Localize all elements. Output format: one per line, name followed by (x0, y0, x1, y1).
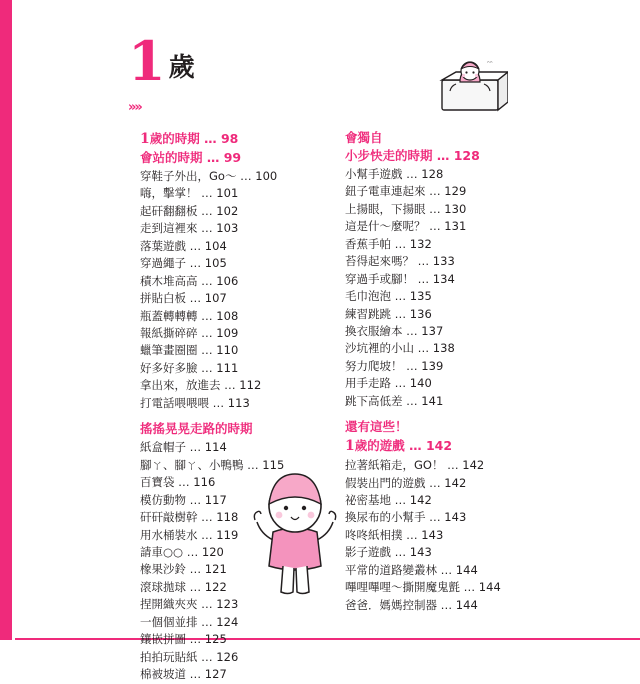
section-heading-2: 搖搖晃晃走路的時期 (140, 421, 253, 437)
toc-entry[interactable]: 一個個並排 … 124 (140, 614, 239, 629)
toc-entry[interactable]: 好多好多臉 … 111 (140, 360, 239, 375)
section-subheading-3: 小步快走的時期 … 128 (345, 147, 480, 163)
toc-entry[interactable]: 咚咚紙相撲 … 143 (345, 527, 444, 542)
toc-entry[interactable]: 小幫手遊戲 … 128 (345, 166, 444, 181)
section-heading-1 (140, 130, 308, 149)
toc-entry[interactable]: 鑲嵌拼圖 … 125 (140, 632, 227, 647)
left-accent-band (0, 0, 12, 640)
section-heading-1-text: 歲的時期 … 98 (149, 131, 239, 146)
toc-entry[interactable]: 報紙撕碎碎 … 109 (140, 325, 239, 340)
toc-entry[interactable]: 拉著紙箱走，GO！ … 142 (345, 458, 485, 473)
toc-entry[interactable]: 沙坑裡的小山 … 138 (345, 341, 455, 356)
toc-entry[interactable]: 拍拍玩貼紙 … 126 (140, 649, 239, 664)
toc-entry[interactable]: 鈕子電車連起來 … 129 (345, 184, 467, 199)
toc-right-column (345, 130, 530, 614)
toc-entry[interactable]: 嗨，擊掌！ … 101 (140, 186, 239, 201)
toc-entry[interactable]: 假裝出門的遊戲 … 142 (345, 475, 467, 490)
toc-entry[interactable]: 拿出來，放進去 … 112 (140, 378, 262, 393)
left-accent-band-inner (12, 0, 15, 640)
toc-entry[interactable]: 用手走路 … 140 (345, 376, 432, 391)
section-subheading-4-number: 1 (345, 438, 355, 455)
toc-entry[interactable]: 紙盒帽子 … 114 (140, 440, 227, 455)
toc-entry[interactable]: 影子遊戲 … 143 (345, 545, 432, 560)
toc-entry[interactable]: 落葉遊戲 … 104 (140, 238, 227, 253)
section-subheading-1: 會站的時期 … 99 (140, 149, 242, 165)
toc-entry[interactable]: 跳下高低差 … 141 (345, 393, 444, 408)
page-header (128, 29, 195, 93)
section-subheading-4-text: 歲的遊戲 … 142 (354, 438, 453, 454)
toc-entry[interactable]: 瓶蓋轉轉轉 … 108 (140, 308, 239, 323)
toc-entry[interactable]: 嗶哩嗶哩～撕開魔鬼氈 … 144 (345, 580, 501, 595)
toc-entry[interactable]: 爸爸．媽媽控制器 … 144 (345, 597, 478, 612)
toc-entry[interactable]: 苔得起來嗎？ … 133 (345, 254, 455, 269)
chapter-number: 1 (128, 29, 165, 93)
toc-entry[interactable]: 努力爬坡！ … 139 (345, 358, 444, 373)
toc-entry[interactable]: 滾球拋球 … 122 (140, 579, 227, 594)
toc-entry[interactable]: 用水桶裝水 … 119 (140, 527, 239, 542)
chapter-age-word: 歲 (168, 53, 195, 84)
toc-entry[interactable]: 香蕉手帕 … 132 (345, 236, 432, 251)
toc-entry[interactable]: 穿過手或腳！ … 134 (345, 271, 455, 286)
toc-entry[interactable]: 捏開織夾夾 … 123 (140, 597, 239, 612)
toc-entry[interactable]: 蠟筆畫圈圈 … 110 (140, 343, 239, 358)
toc-entry[interactable]: 毛巾泡泡 … 135 (345, 289, 432, 304)
toc-entry[interactable]: 這是什～麼呢？ … 131 (345, 219, 467, 234)
toc-entry[interactable]: 練習跳跳 … 136 (345, 306, 432, 321)
toc-entry[interactable]: 穿過繩子 … 105 (140, 256, 227, 271)
toc-entry[interactable]: 換衣服繪本 … 137 (345, 323, 444, 338)
svg-text:ᵔᵔ: ᵔᵔ (487, 60, 493, 68)
toc-entry[interactable]: 腳ㄚ、腳ㄚ、小鴨鴨 … 115 (140, 457, 285, 472)
toc-left-column (140, 130, 308, 684)
section-subheading-4 (345, 437, 530, 456)
toc-entry[interactable]: 走到這裡來 … 103 (140, 221, 239, 236)
section-heading-1-number: 1 (140, 131, 150, 147)
section-heading-3: 會獨自 (345, 130, 383, 145)
toc-entry[interactable]: 積木堆高高 … 106 (140, 273, 239, 288)
toc-entry[interactable]: 祕密基地 … 142 (345, 493, 432, 508)
toc-entry[interactable]: 棉被坡道 … 127 (140, 667, 227, 682)
toc-entry[interactable]: 起矸翻翻板 … 102 (140, 203, 239, 218)
toc-entry[interactable]: 模仿動物 … 117 (140, 492, 227, 507)
toc-entry[interactable]: 穿鞋子外出，Go～ … 100 (140, 168, 278, 183)
toc-entry[interactable]: 上揚眼，下揚眼 … 130 (345, 201, 467, 216)
toc-entry[interactable]: 請車○○ … 120 (140, 545, 224, 560)
toc-entry[interactable]: 換尿布的小幫手 … 143 (345, 510, 467, 525)
section-heading-4: 還有這些！ (345, 419, 408, 435)
toc-entry[interactable]: 橡果沙鈴 … 121 (140, 562, 227, 577)
toc-entry[interactable]: 平常的道路變叢林 … 144 (345, 562, 478, 577)
toc-entry[interactable]: 百寶袋 … 116 (140, 475, 216, 490)
toc-entry[interactable]: 拼貼白板 … 107 (140, 291, 227, 306)
arrow-decoration: »» (128, 100, 141, 115)
toc-entry[interactable]: 矸矸敲樹幹 … 118 (140, 510, 239, 525)
toc-entry[interactable]: 打電話喂喂喂 … 113 (140, 395, 250, 410)
baby-in-box-illustration (416, 44, 508, 122)
